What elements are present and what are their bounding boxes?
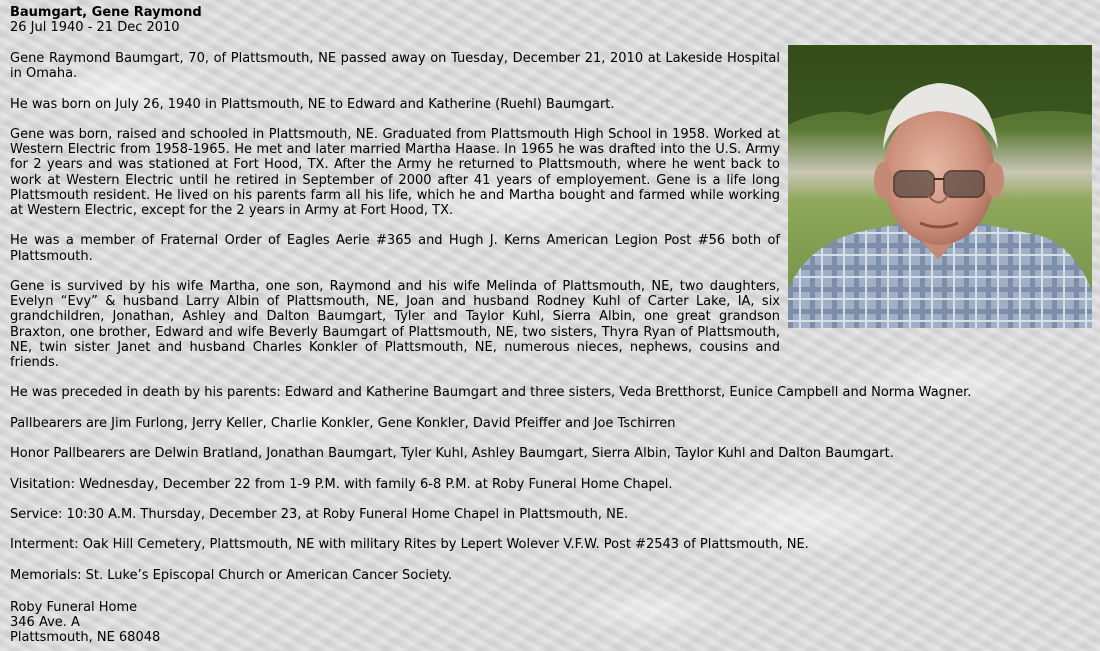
paragraph-service: Service: 10:30 A.M. Thursday, December 23, at Roby Funeral Home Chapel in Plattsmouth, NE. [10,506,629,522]
address-line-1: Roby Funeral Home [10,600,138,615]
paragraph-membership: He was a member of Fraternal Order of Eagles Aerie #365 and Hugh J. Kerns American Legion Post #56 both of Plattsmouth. [10,233,780,264]
paragraph-survivors: Gene is survived by his wife Martha, one son, Raymond and his wife Melinda of Plattsmouth, NE, two daughters, Evelyn “Evy” & husband Larry Albin of Plattsmouth, NE, Joan and husband Rodney Kuhl of Carter Lake, IA, six grandchildren, Jonathan, Ashley and Dalton Baumgart, Tyler and Taylor Kuhl, Sierra Albin, one great grandson Braxton, one brother, Edward and wife Beverly Baumgart of Plattsmouth, NE, two sisters, Thyra Ryan of Plattsmouth, NE, twin sister Janet and husband Charles Konkler of Plattsmouth, NE, numerous nieces, nephews, cousins and friends. [10,278,780,370]
paragraph-memorials: Memorials: St. Luke’s Episcopal Church or American Cancer Society. [10,567,453,583]
obituary-header [10,5,1095,35]
paragraph-death: Gene Raymond Baumgart, 70, of Plattsmouth, NE passed away on Tuesday, December 21, 2010 at Lakeside Hospital in Omaha. [10,51,780,82]
deceased-name: Baumgart, Gene Raymond [10,5,202,20]
obituary-body [10,51,1095,598]
address-line-3: Plattsmouth, NE 68048 [10,630,161,646]
paragraph-preceded: He was preceded in death by his parents: Edward and Katherine Baumgart and three sisters, Veda Bretthorst, Eunice Campbell and Norma Wagner. [10,385,972,401]
paragraph-visitation: Visitation: Wednesday, December 22 from 1-9 P.M. with family 6-8 P.M. at Roby Funeral Home Chapel. [10,476,673,492]
paragraph-honor-pallbearers: Honor Pallbearers are Delwin Bratland, Jonathan Baumgart, Tyler Kuhl, Ashley Baumgart, Sierra Albin, Taylor Kuhl and Dalton Baumgart. [10,446,894,462]
paragraph-birth: He was born on July 26, 1940 in Plattsmouth, NE to Edward and Katherine (Ruehl) Baumgart. [10,96,615,112]
life-dates: 26 Jul 1940 - 21 Dec 2010 [10,20,180,36]
funeral-home-address [10,600,160,646]
paragraph-life: Gene was born, raised and schooled in Plattsmouth, NE. Graduated from Plattsmouth High School in 1958. Worked at Western Electric from 1958-1965. He met and later married Martha Haase. In 1965 he was drafted into the U.S. Army for 2 years and was stationed at Fort Hood, TX. After the Army he returned to Plattsmouth, where he went back to work at Western Electric until he retired in September of 2000 after 41 years of employement. Gene is a life long Plattsmouth resident. He lived on his parents farm all his life, which he and Martha bought and farmed while working at Western Electric, except for the 2 years in Army at Fort Hood, TX. [10,126,780,218]
paragraph-interment: Interment: Oak Hill Cemetery, Plattsmouth, NE with military Rites by Lepert Wolever V.F.W. Post #2543 of Plattsmouth, NE. [10,537,809,553]
paragraph-pallbearers: Pallbearers are Jim Furlong, Jerry Keller, Charlie Konkler, Gene Konkler, David Pfeiffer and Joe Tschirren [10,415,676,431]
address-line-2: 346 Ave. A [10,615,80,631]
